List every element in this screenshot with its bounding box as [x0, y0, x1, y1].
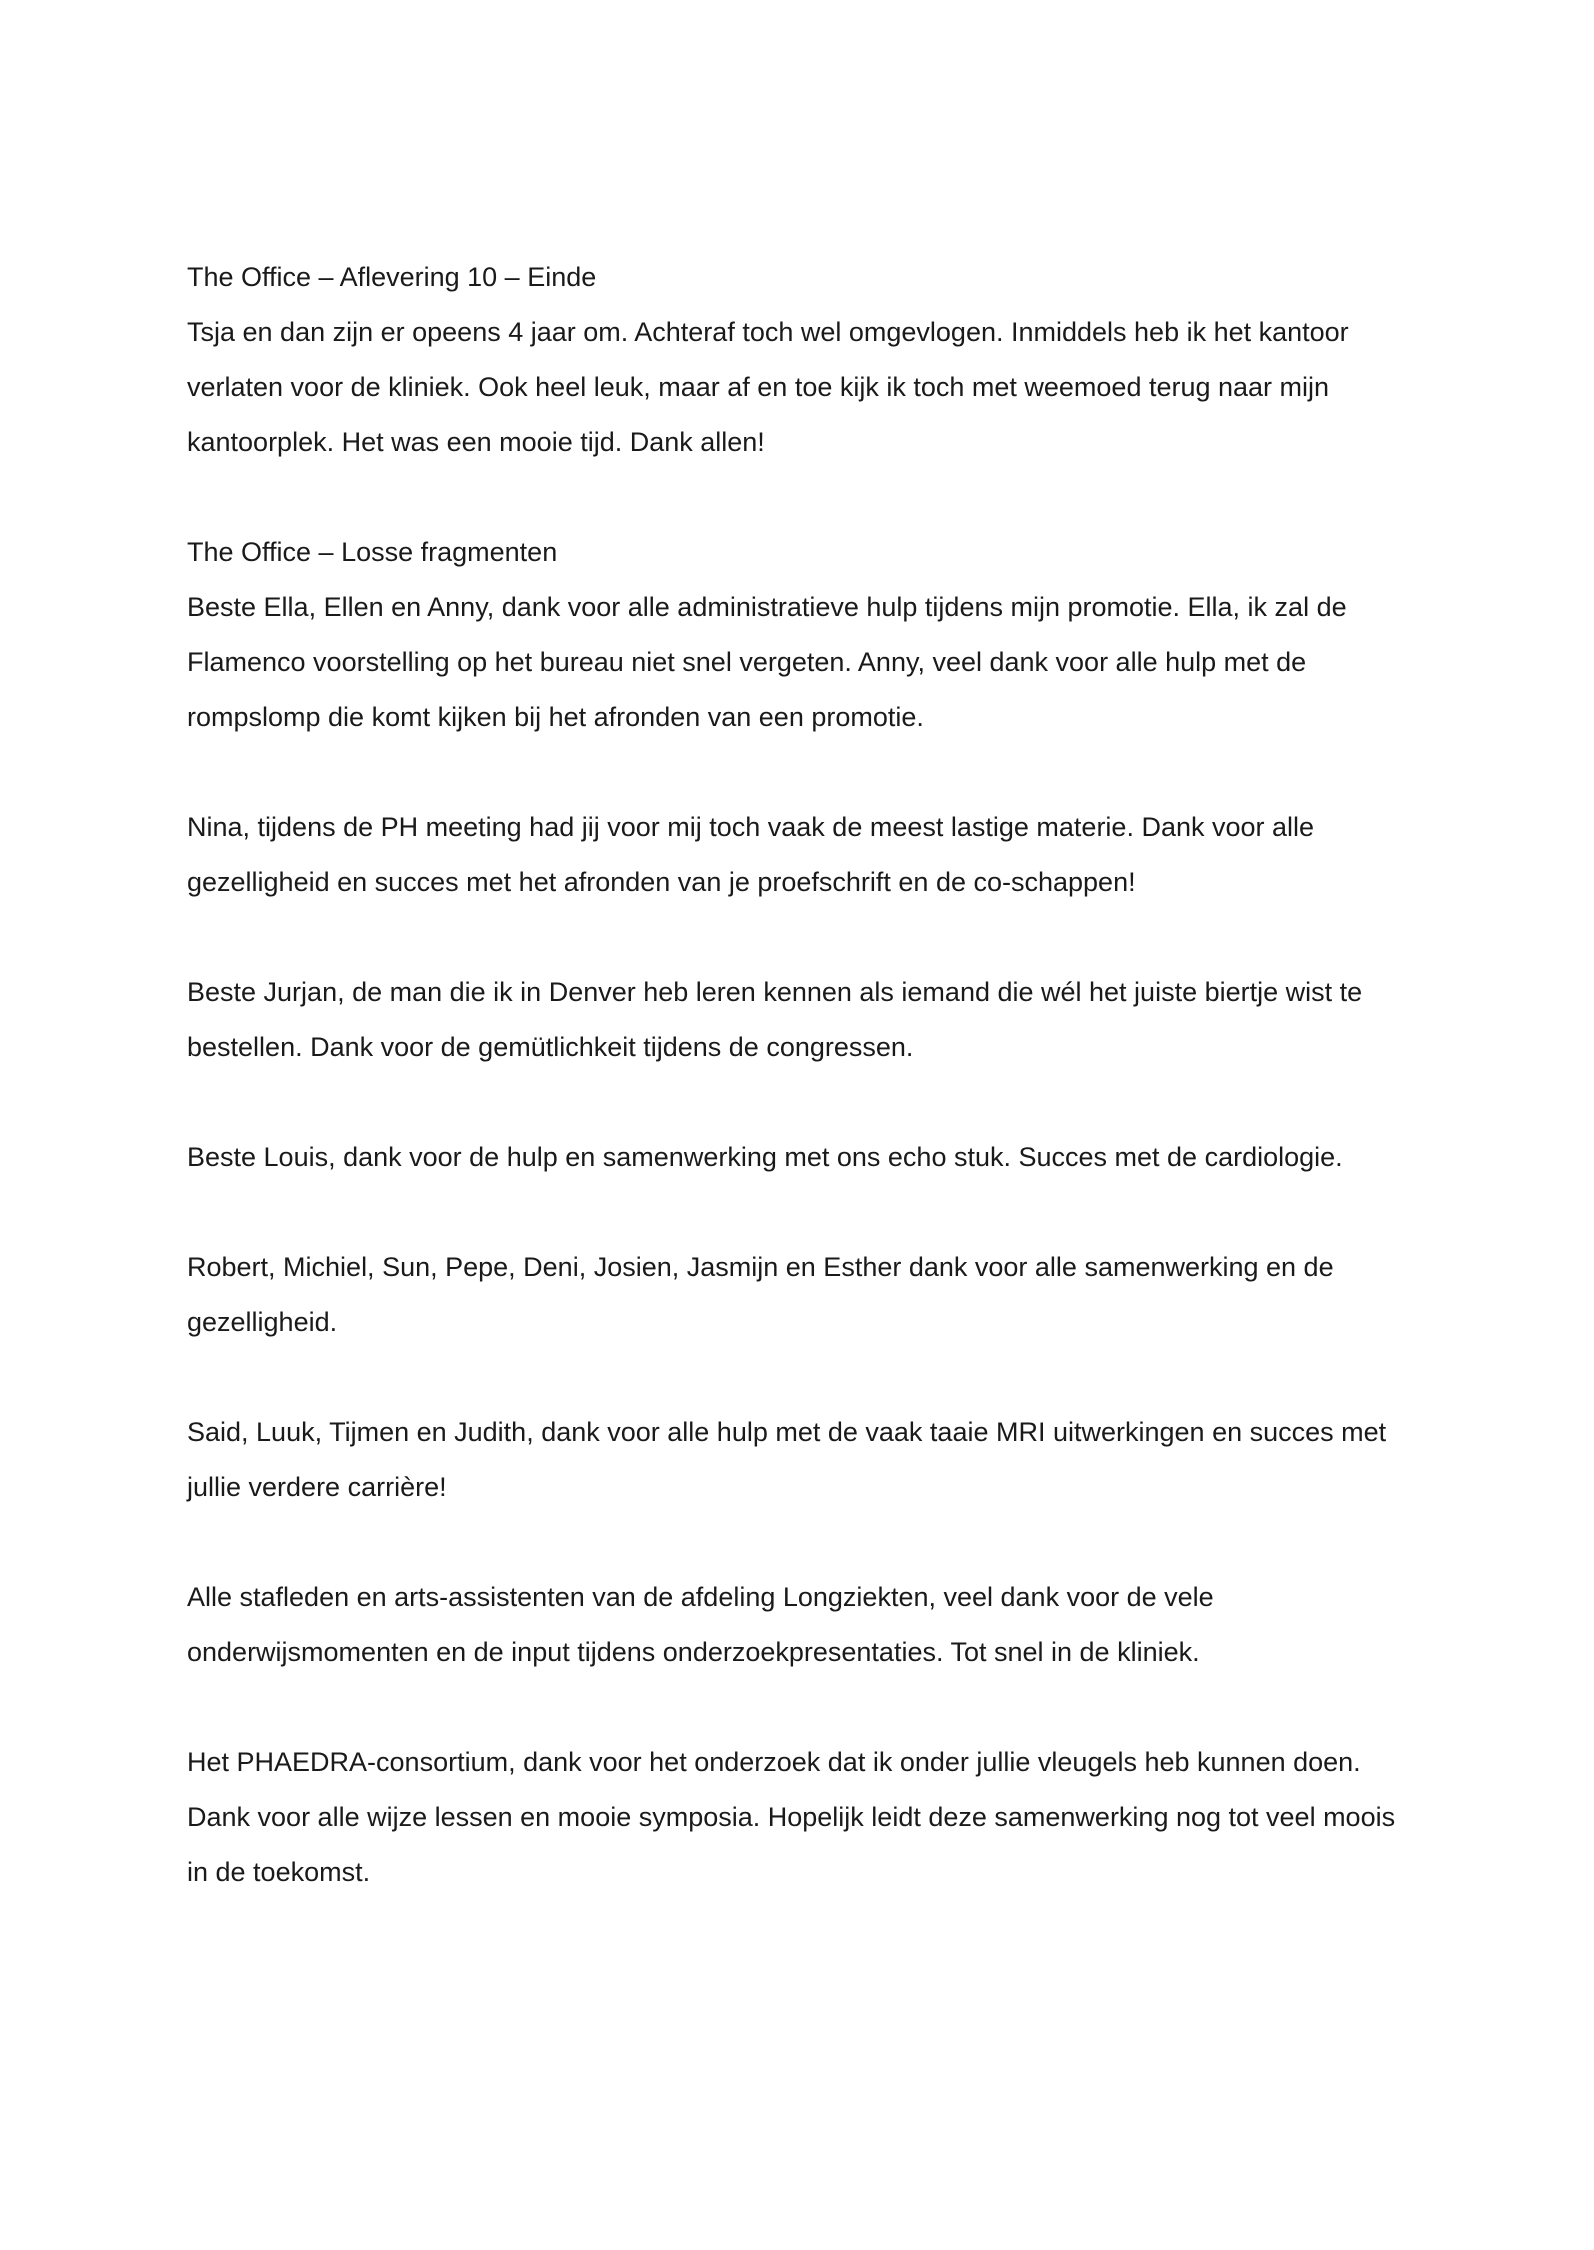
paragraph-nina [187, 800, 1427, 910]
section-aflevering-10 [187, 250, 1427, 470]
paragraph-line: Het PHAEDRA-consortium, dank voor het onderzoek dat ik onder jullie vleugels heb kunnen doen. [187, 1747, 1361, 1777]
paragraph-line: gezelligheid. [187, 1307, 338, 1337]
paragraph-line: Beste Ella, Ellen en Anny, dank voor alle administratieve hulp tijdens mijn promotie. Ella, ik zal de [187, 592, 1347, 622]
paragraph-line: Beste Jurjan, de man die ik in Denver heb leren kennen als iemand die wél het juiste biertje wist te [187, 977, 1363, 1007]
paragraph-line: gezelligheid en succes met het afronden van je proefschrift en de co-schappen! [187, 867, 1136, 897]
paragraph-louis [187, 1130, 1427, 1185]
paragraph-line: Tsja en dan zijn er opeens 4 jaar om. Achteraf toch wel omgevlogen. Inmiddels heb ik het kantoor [187, 317, 1349, 347]
section-heading: The Office – Losse fragmenten [187, 537, 558, 567]
paragraph-line: Beste Louis, dank voor de hulp en samenwerking met ons echo stuk. Succes met de cardiologie. [187, 1142, 1343, 1172]
paragraph-line: bestellen. Dank voor de gemütlichkeit tijdens de congressen. [187, 1032, 914, 1062]
paragraph-said [187, 1405, 1427, 1515]
paragraph-robert [187, 1240, 1427, 1350]
paragraph-line: kantoorplek. Het was een mooie tijd. Dank allen! [187, 427, 765, 457]
paragraph-line: verlaten voor de kliniek. Ook heel leuk, maar af en toe kijk ik toch met weemoed terug naar mijn [187, 372, 1330, 402]
paragraph-line: Said, Luuk, Tijmen en Judith, dank voor alle hulp met de vaak taaie MRI uitwerkingen en succes met [187, 1417, 1387, 1447]
paragraph-line: jullie verdere carrière! [187, 1472, 447, 1502]
paragraph-stafleden [187, 1570, 1427, 1680]
section-heading: The Office – Aflevering 10 – Einde [187, 262, 597, 292]
paragraph-phaedra [187, 1735, 1427, 1900]
section-losse-fragmenten [187, 525, 1427, 745]
paragraph-jurjan [187, 965, 1427, 1075]
paragraph-line: in de toekomst. [187, 1857, 371, 1887]
paragraph-line: Flamenco voorstelling op het bureau niet snel vergeten. Anny, veel dank voor alle hulp met de [187, 647, 1307, 677]
paragraph-line: Dank voor alle wijze lessen en mooie symposia. Hopelijk leidt deze samenwerking nog tot veel moois [187, 1802, 1396, 1832]
document-body [187, 250, 1427, 1900]
paragraph-line: Alle stafleden en arts-assistenten van de afdeling Longziekten, veel dank voor de vele [187, 1582, 1214, 1612]
paragraph-line: onderwijsmomenten en de input tijdens onderzoekpresentaties. Tot snel in de kliniek. [187, 1637, 1200, 1667]
paragraph-line: Robert, Michiel, Sun, Pepe, Deni, Josien, Jasmijn en Esther dank voor alle samenwerking en de [187, 1252, 1334, 1282]
paragraph-line: rompslomp die komt kijken bij het afronden van een promotie. [187, 702, 924, 732]
paragraph-line: Nina, tijdens de PH meeting had jij voor mij toch vaak de meest lastige materie. Dank voor alle [187, 812, 1315, 842]
